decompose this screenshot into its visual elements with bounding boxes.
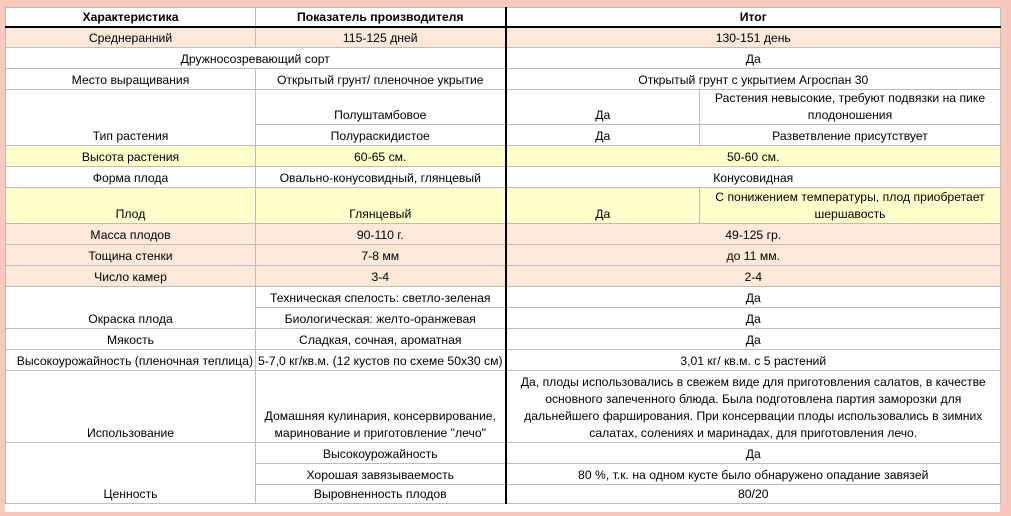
cell-maker[interactable]: 90-110 г.	[256, 224, 506, 245]
cell-maker[interactable]: Открытый грунт/ пленочное укрытие	[256, 69, 506, 90]
cell-maker[interactable]: Сладкая, сочная, ароматная	[256, 329, 506, 350]
table-row	[6, 245, 1001, 266]
cell-label[interactable]: Использование	[6, 371, 256, 443]
table-row	[6, 443, 1001, 464]
cell-label[interactable]: Тип растения	[6, 90, 256, 146]
cell-result[interactable]: Да, плоды использовались в свежем виде для приготовления салатов, в качестве основного запеченного блюда. Была подготовлена партия заморозки для дальнейшего фарширования. При консервации плоды использовались в зимних салатах, солениях и маринадах, для приготовления лечо.	[506, 371, 1001, 443]
cell-result[interactable]: Да	[506, 287, 1001, 308]
cell-label[interactable]: Высокоурожайность (пленочная теплица)	[6, 350, 256, 371]
spreadsheet	[5, 7, 1000, 512]
table-row	[6, 371, 1001, 443]
cell-result[interactable]: Да	[506, 48, 1001, 69]
cell-maker[interactable]: 115-125 дней	[256, 27, 506, 48]
cell-label[interactable]: Плод	[6, 188, 256, 224]
cell-result[interactable]: до 11 мм.	[506, 245, 1001, 266]
cell-result[interactable]: Да	[506, 443, 1001, 464]
cell-note[interactable]: Разветвление присутствует	[700, 125, 1001, 146]
header-result[interactable]: Итог	[506, 8, 1001, 27]
cell-note[interactable]: С понижением температуры, плод приобретает шершавость	[700, 188, 1001, 224]
cell-label[interactable]: Тощина стенки	[6, 245, 256, 266]
cell-result[interactable]: Открытый грунт с укрытием Агроспан 30	[506, 69, 1001, 90]
cell-result[interactable]: 80 %, т.к. на одном кусте было обнаружено опадание завязей	[506, 464, 1001, 485]
cell-label[interactable]: Мякость	[6, 329, 256, 350]
cell-result[interactable]: Да	[506, 329, 1001, 350]
cell-result[interactable]: 80/20	[506, 485, 1001, 504]
cell-label[interactable]: Окраска плода	[6, 287, 256, 329]
cell-maker[interactable]: 7-8 мм	[256, 245, 506, 266]
cell-label[interactable]: Форма плода	[6, 167, 256, 188]
characteristics-table	[5, 7, 1001, 504]
table-row	[6, 329, 1001, 350]
cell-label[interactable]: Масса плодов	[6, 224, 256, 245]
cell-maker[interactable]: Биологическая: желто-оранжевая	[256, 308, 506, 329]
cell-result[interactable]: 50-60 см.	[506, 146, 1001, 167]
table-row	[6, 167, 1001, 188]
cell-note[interactable]: Растения невысокие, требуют подвязки на пике плодоношения	[700, 90, 1001, 125]
cell-yes[interactable]: Да	[506, 188, 700, 224]
cell-maker[interactable]: Глянцевый	[256, 188, 506, 224]
cell-label[interactable]: Высота растения	[6, 146, 256, 167]
header-characteristic[interactable]: Характеристика	[6, 8, 256, 27]
cell-maker[interactable]: Овально-конусовидный, глянцевый	[256, 167, 506, 188]
cell-label[interactable]: Среднеранний	[6, 27, 256, 48]
table-row	[6, 287, 1001, 308]
header-maker[interactable]: Показатель производителя	[256, 8, 506, 27]
cell-result[interactable]: Конусовидная	[506, 167, 1001, 188]
cell-maker[interactable]: Выровненность плодов	[256, 485, 506, 504]
cell-maker[interactable]: Техническая спелость: светло-зеленая	[256, 287, 506, 308]
cell-maker[interactable]: Домашняя кулинария, консервирование, маринование и приготовление "лечо"	[256, 371, 506, 443]
header-row	[6, 8, 1001, 27]
cell-yes[interactable]: Да	[506, 125, 700, 146]
table-row	[6, 48, 1001, 69]
cell-result[interactable]: 49-125 гр.	[506, 224, 1001, 245]
table-row	[6, 350, 1001, 371]
table-row	[6, 146, 1001, 167]
cell-maker[interactable]: 5-7,0 кг/кв.м. (12 кустов по схеме 50х30 см)	[256, 350, 506, 371]
cell-maker[interactable]: 60-65 см.	[256, 146, 506, 167]
table-row	[6, 188, 1001, 224]
cell-maker[interactable]: 3-4	[256, 266, 506, 287]
cell-label[interactable]: Число камер	[6, 266, 256, 287]
cell-maker[interactable]: Полуштамбовое	[256, 90, 506, 125]
cell-result[interactable]: Да	[506, 308, 1001, 329]
table-row	[6, 266, 1001, 287]
table-row	[6, 69, 1001, 90]
table-row	[6, 90, 1001, 125]
cell-maker[interactable]: Высокоурожайность	[256, 443, 506, 464]
cell-yes[interactable]: Да	[506, 90, 700, 125]
cell-maker[interactable]: Полураскидистое	[256, 125, 506, 146]
cell-result[interactable]: 130-151 день	[506, 27, 1001, 48]
cell-result[interactable]: 3,01 кг/ кв.м. с 5 растений	[506, 350, 1001, 371]
table-row	[6, 27, 1001, 48]
table-row	[6, 224, 1001, 245]
cell-label[interactable]: Место выращивания	[6, 69, 256, 90]
cell-result[interactable]: 2-4	[506, 266, 1001, 287]
cell-label[interactable]: Ценность	[6, 443, 256, 504]
cell-maker[interactable]: Хорошая завязываемость	[256, 464, 506, 485]
cell-label[interactable]: Дружносозревающий сорт	[6, 48, 506, 69]
